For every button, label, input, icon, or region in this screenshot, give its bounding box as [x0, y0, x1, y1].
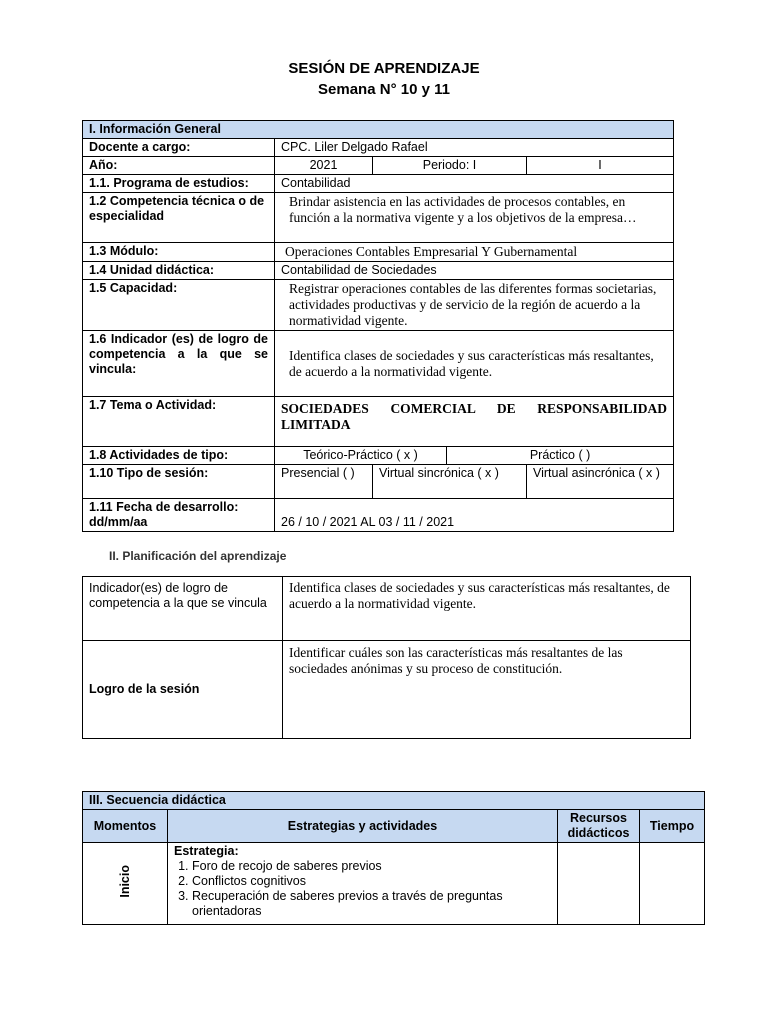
momento-inicio: Inicio: [117, 865, 132, 898]
estrategia-list: [174, 859, 551, 919]
general-info-table: [82, 120, 674, 532]
plan-logro-value: Identificar cuáles son las características más resaltantes de las sociedades anónimas y su proceso de constitución.: [283, 641, 691, 739]
modulo-label: 1.3 Módulo:: [83, 243, 275, 262]
periodo-value: I: [527, 157, 674, 175]
section-general-info-header: I. Información General: [83, 121, 674, 139]
col-tiempo: Tiempo: [640, 810, 705, 843]
programa-label: 1.1. Programa de estudios:: [83, 175, 275, 193]
col-recursos: Recursos didácticos: [558, 810, 640, 843]
list-item: 3. Recuperación de saberes previos a través de preguntas orientadoras: [192, 889, 551, 919]
col-estrategias: Estrategias y actividades: [168, 810, 558, 843]
competencia-label: 1.2 Competencia técnica o de especialidad: [83, 193, 275, 243]
plan-logro-label: Logro de la sesión: [83, 641, 283, 739]
document-subtitle: Semana N° 10 y 11: [318, 81, 450, 98]
col-momentos: Momentos: [83, 810, 168, 843]
section-secuencia-header: III. Secuencia didáctica: [83, 792, 705, 810]
inicio-tiempo: [640, 843, 705, 925]
document-title: SESIÓN DE APRENDIZAJE: [288, 60, 480, 77]
docente-value: CPC. Liler Delgado Rafael: [275, 139, 674, 157]
tipo-virtual-sincronica: Virtual sincrónica ( x ): [373, 465, 527, 499]
indicador-value: Identifica clases de sociedades y sus características más resaltantes, de acuerdo a la normatividad vigente.: [275, 331, 674, 397]
capacidad-value: Registrar operaciones contables de las diferentes formas societarias, actividades productivas y de servicio de la región de acuerdo a la normatividad vigente.: [275, 280, 674, 331]
modulo-value: Operaciones Contables Empresarial Y Gubernamental: [275, 243, 674, 262]
unidad-value: Contabilidad de Sociedades: [275, 262, 674, 280]
plan-indicador-label: Indicador(es) de logro de competencia a la que se vincula: [83, 577, 283, 641]
plan-indicador-value: Identifica clases de sociedades y sus características más resaltantes, de acuerdo a la normatividad vigente.: [283, 577, 691, 641]
docente-label: Docente a cargo:: [83, 139, 275, 157]
periodo-label: Periodo: I: [373, 157, 527, 175]
programa-value: Contabilidad: [275, 175, 674, 193]
anio-label: Año:: [83, 157, 275, 175]
actividades-practico: Práctico ( ): [447, 447, 674, 465]
inicio-recursos: [558, 843, 640, 925]
fecha-value: 26 / 10 / 2021 AL 03 / 11 / 2021: [275, 499, 674, 532]
tipo-presencial: Presencial ( ): [275, 465, 373, 499]
competencia-value: Brindar asistencia en las actividades de procesos contables, en función a la normativa vigente y a los objetivos de la empresa…: [275, 193, 674, 243]
estrategia-label: Estrategia:: [174, 844, 239, 858]
list-item: 1. Foro de recojo de saberes previos: [192, 859, 551, 874]
tipo-virtual-asincronica: Virtual asincrónica ( x ): [527, 465, 674, 499]
secuencia-didactica-table: [82, 791, 705, 925]
tema-label: 1.7 Tema o Actividad:: [83, 397, 275, 447]
capacidad-label: 1.5 Capacidad:: [83, 280, 275, 331]
anio-value: 2021: [275, 157, 373, 175]
fecha-label: 1.11 Fecha de desarrollo: dd/mm/aa: [83, 499, 275, 532]
actividades-label: 1.8 Actividades de tipo:: [83, 447, 275, 465]
unidad-label: 1.4 Unidad didáctica:: [83, 262, 275, 280]
tipo-sesion-label: 1.10 Tipo de sesión:: [83, 465, 275, 499]
inicio-estrategias: [168, 843, 558, 925]
section-planificacion-title: II. Planificación del aprendizaje: [109, 549, 287, 563]
actividades-teorico-practico: Teórico-Práctico ( x ): [275, 447, 447, 465]
tema-value: SOCIEDADES COMERCIAL DE RESPONSABILIDAD LIMITADA: [275, 397, 674, 447]
list-item: 2. Conflictos cognitivos: [192, 874, 551, 889]
indicador-label: 1.6 Indicador (es) de logro de competencia a la que se vincula:: [83, 331, 275, 397]
planificacion-table: [82, 576, 691, 739]
